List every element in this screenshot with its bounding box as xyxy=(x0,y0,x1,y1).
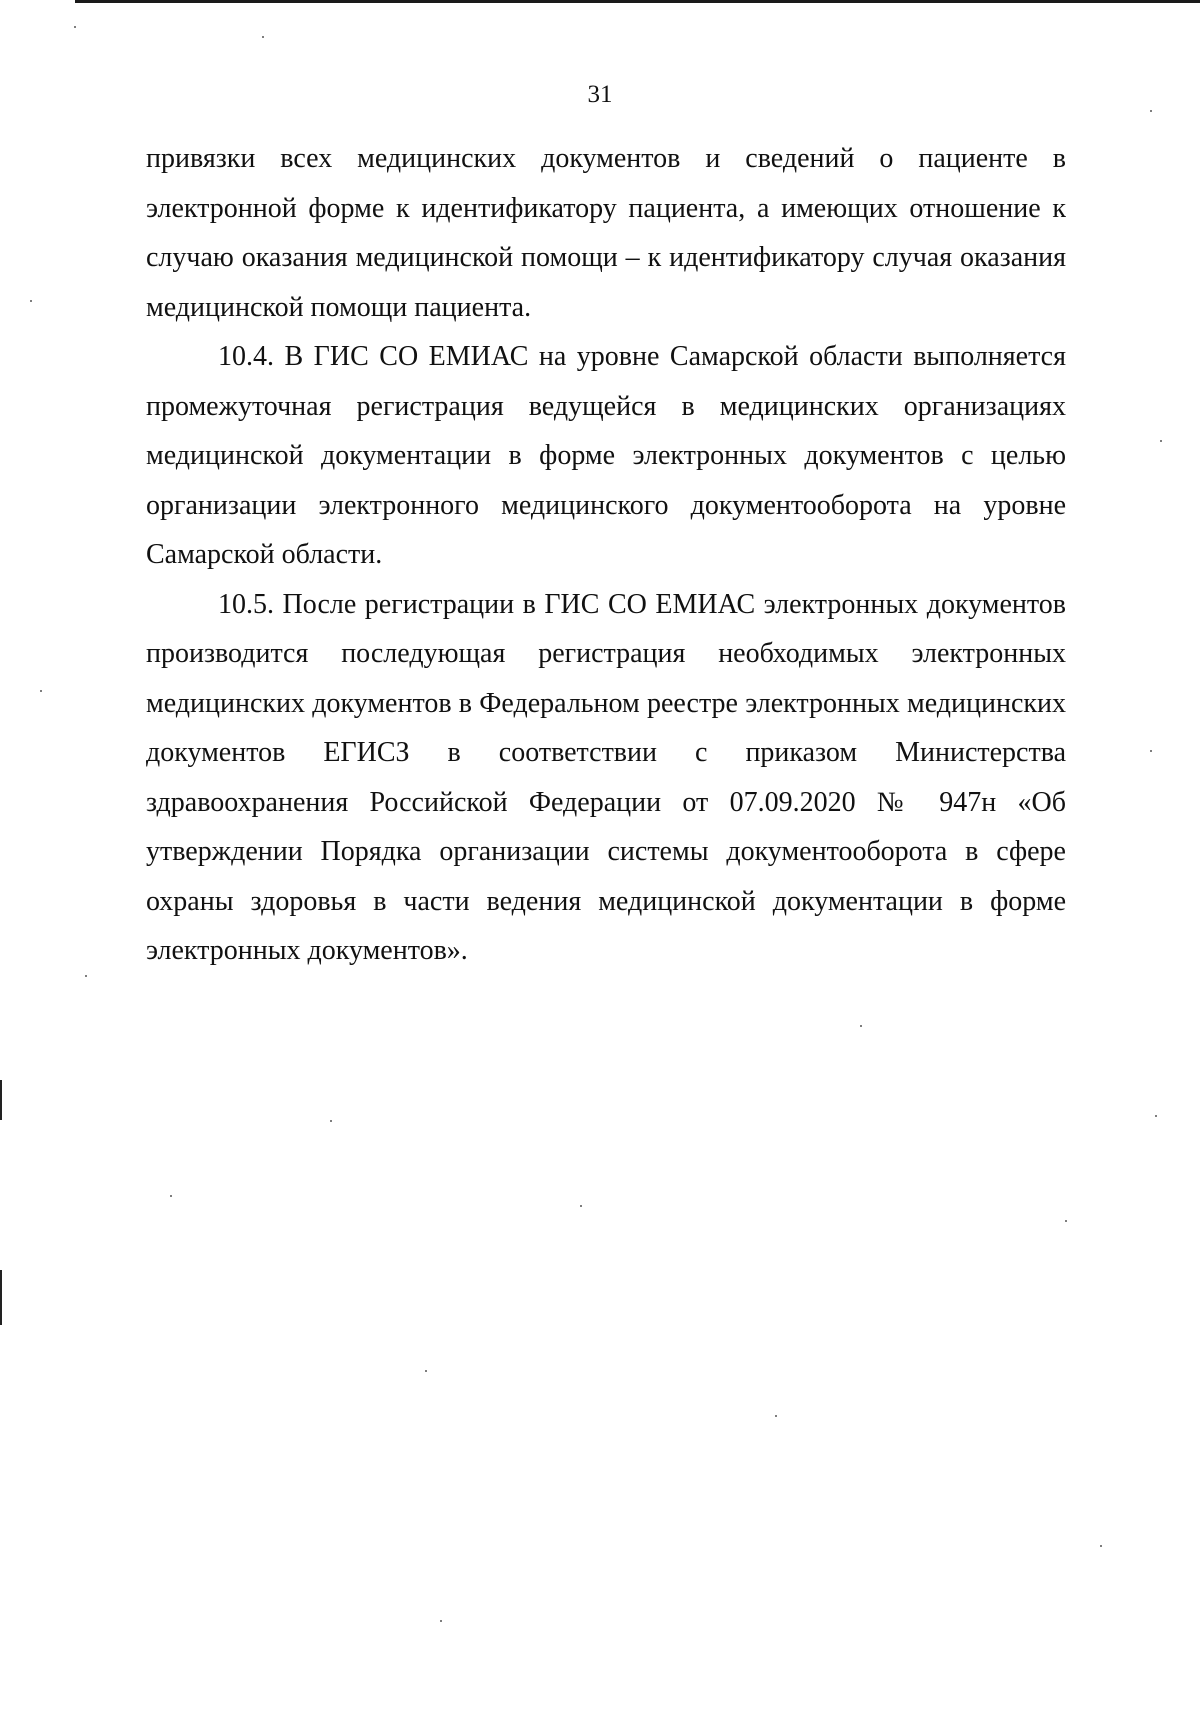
scan-speck xyxy=(580,1205,582,1207)
paragraph-continuation: привязки всех медицинских документов и сведений о пациенте в электронной форме к идентификатору пациента, а имеющих отношение к случаю оказания медицинской помощи – к идентификатору случая оказания медицинской помощи пациента. xyxy=(146,143,1066,323)
scan-left-edge-mark xyxy=(0,1270,2,1325)
scan-speck xyxy=(74,26,76,28)
scan-speck xyxy=(330,1120,332,1122)
scan-top-edge xyxy=(75,0,1200,3)
scan-speck xyxy=(1065,1220,1067,1222)
paragraph-10-5: 10.5. После регистрации в ГИС СО ЕМИАС электронных документов производится последующая регистрация необходимых электронных медицинских документов в Федеральном реестре электронных медицинских документов ЕГИСЗ в соответствии с приказом Министерства здравоохранения Российской Федерации от 07.09.2020 № 947н «Об утверждении Порядка организации системы документооборота в сфере охраны здоровья в части ведения медицинской документации в форме электронных документов». xyxy=(146,588,1066,966)
scan-speck xyxy=(40,690,42,692)
scan-speck xyxy=(1155,1115,1157,1117)
scan-speck xyxy=(440,1620,442,1622)
scan-speck xyxy=(775,1415,777,1417)
scan-speck xyxy=(1160,440,1162,442)
page-number: 31 xyxy=(587,81,613,108)
paragraph-10-4: 10.4. В ГИС СО ЕМИАС на уровне Самарской области выполняется промежуточная регистрация ведущейся в медицинских организациях медицинской документации в форме электронных документов с целью организации электронного медицинского документооборота на уровне Самарской области. xyxy=(146,341,1066,570)
scan-speck xyxy=(170,1195,172,1197)
scan-speck xyxy=(30,300,32,302)
document-body xyxy=(146,134,1066,976)
scan-speck xyxy=(85,975,87,977)
scan-speck xyxy=(262,36,264,38)
scan-speck xyxy=(860,1025,862,1027)
scan-speck xyxy=(1150,750,1152,752)
scan-speck xyxy=(425,1370,427,1372)
scan-speck xyxy=(1100,1545,1102,1547)
scan-speck xyxy=(1150,110,1152,112)
scan-left-edge-mark xyxy=(0,1080,2,1120)
